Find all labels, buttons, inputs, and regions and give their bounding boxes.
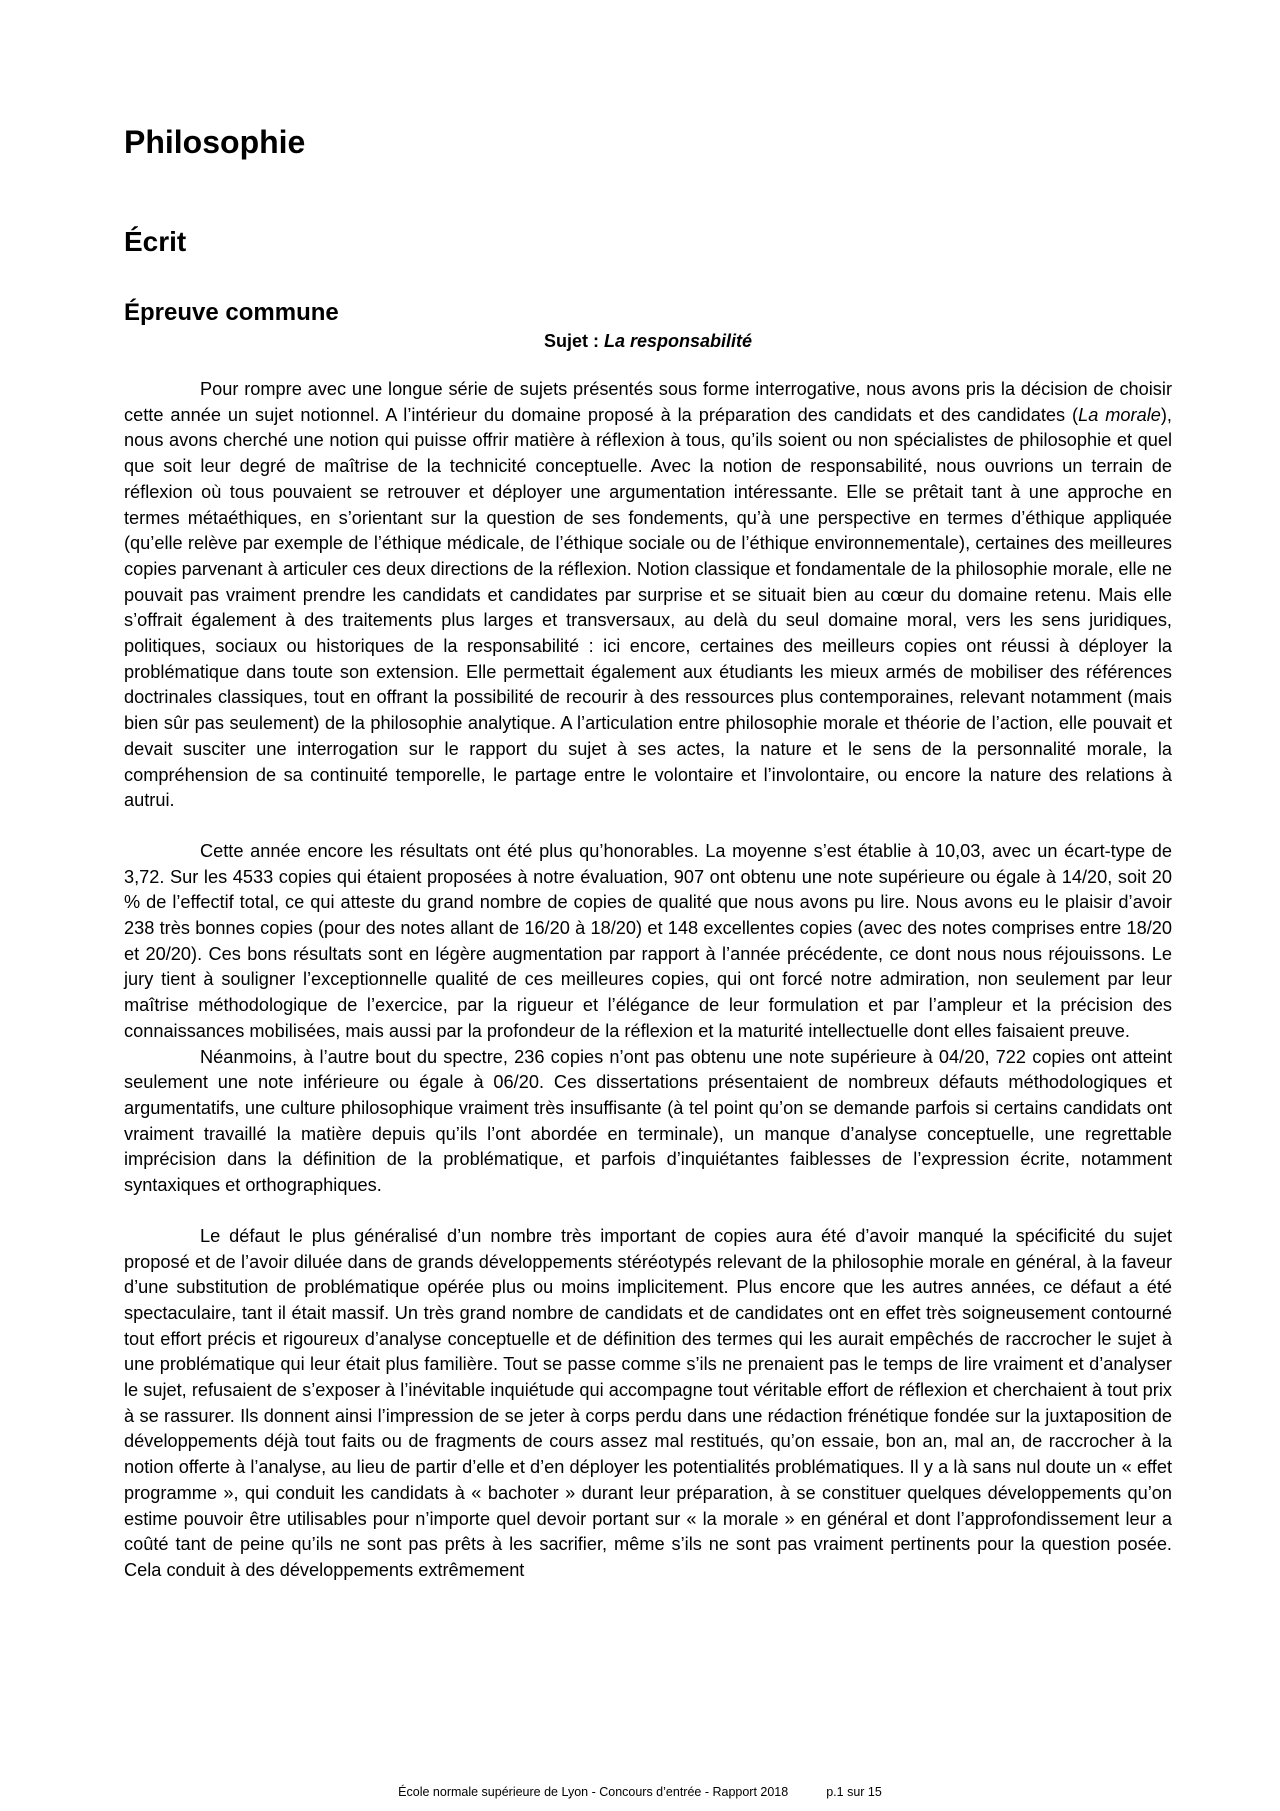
paragraph-main-defect: Le défaut le plus généralisé d’un nombre très important de copies aura été d’avoir manqué la spécificité du sujet proposé et de l’avoir diluée dans de grands développements stéréotypés relevant de la philosophie morale en général, à la faveur d’une substitution de problématique opérée plus ou moins implicitement. Plus encore que les autres années, ce défaut a été spectaculaire, tant il était massif. Un très grand nombre de candidats et de candidates ont en effet très soigneusement contourné tout effort précis et rigoureux d’analyse conceptuelle et de définition des termes qui les aurait empêchés de raccrocher le sujet à une problématique qui leur était plus familière. Tout se passe comme s’ils ne prenaient pas le temps de lire vraiment et d’analyser le sujet, refusaient de s’exposer à l’inévitable inquiétude qui accompagne tout véritable effort de réflexion et cherchaient à tout prix à se rassurer. Ils donnent ainsi l’impression de se jeter à corps perdu dans une rédaction frénétique fondée sur la juxtaposition de développements déjà tout faits ou de fragments de cours assez mal restitués, qu’on essaie, bon an, mal an, de raccrocher à la notion offerte à l’analyse, au lieu de partir d’elle et d’en déployer les potentialités problématiques. Il y a là sans nul doute un « effet programme », qui conduit les candidats à « bachoter » durant leur préparation, à se constituer quelques développements qu’on estime pouvoir être utilisables pour n’importe quel devoir portant sur « la morale » en général et dont l’approfondissement leur a coûté tant de peine qu’ils ne sont pas prêts à les sacrifier, même s’ils ne sont pas vraiment pertinents pour la question posée. Cela conduit à des développements extrêmement bbox=[124, 1225, 1172, 1580]
paragraph-weaknesses: Néanmoins, à l’autre bout du spectre, 236 copies n’ont pas obtenu une note supérieure à 04/20, 722 copies ont atteint seulement une note inférieure ou égale à 06/20. Ces dissertations présentaient de nombreux défauts méthodologiques et argumentatifs, une culture philosophique vraiment très insuffisante (à tel point qu’on se demande parfois si certains candidats ont vraiment travaillé la matière depuis qu’ils l’ont abordée en terminale), un manque d’analyse conceptuelle, une regrettable imprécision dans la définition de la problématique, et parfois d’inquiétantes faiblesses de l’expression écrite, notamment syntaxiques et orthographiques. bbox=[124, 1046, 1172, 1196]
domain-emphasis: La morale bbox=[1078, 404, 1161, 425]
subject-label: Sujet : bbox=[543, 331, 604, 351]
paragraph-intro-start: Pour rompre avec une longue série de sujets présentés sous forme interrogative, nous avons pris la décision de choisir cette année un sujet notionnel. A l’intérieur du domaine proposé à la préparation des candidats et des candidates ( bbox=[124, 379, 1172, 425]
subsection-heading: Épreuve commune bbox=[124, 299, 339, 326]
page-footer bbox=[0, 1784, 1280, 1800]
footer-text: École normale supérieure de Lyon - Concours d’entrée - Rapport 2018 bbox=[398, 1785, 789, 1799]
paragraph-intro-end: ), nous avons cherché une notion qui puisse offrir matière à réflexion à tous, qu’ils soient ou non spécialistes de philosophie et quel que soit leur degré de maîtrise de la technicité conceptuelle. Avec la notion de responsabilité, nous ouvrions un terrain de réflexion où tous pouvaient se retrouver et déployer une argumentation intéressante. Elle se prêtait tant à une approche en termes métaéthiques, en s’orientant sur la question de ses fondements, qu’à une perspective en termes d’éthique appliquée (qu’elle relève par exemple de l’éthique médicale, de l’éthique sociale ou de l’éthique environnementale), certaines des meilleures copies parvenant à articuler ces deux directions de la réflexion. Notion classique et fondamentale de la philosophie morale, elle ne pouvait pas vraiment prendre les candidats et candidates par surprise et se situait bien au cœur du domaine retenu. Mais elle s’offrait également à des traitements plus larges et transversaux, au delà du seul domaine moral, vers les sens juridiques, politiques, sociaux ou historiques de la responsabilité : ici encore, certaines des meilleurs copies ont réussi à déployer la problématique dans toute son extension. Elle permettait également aux étudiants les mieux armés de mobiliser des références doctrinales classiques, tout en offrant la possibilité de recourir à des ressources plus contemporaines, relevant notamment (mais bien sûr pas seulement) de la philosophie analytique. A l’articulation entre philosophie morale et théorie de l’action, elle pouvait et devait susciter une interrogation sur le rapport du sujet à ses actes, la nature et le sens de la personnalité morale, la compréhension de sa continuité temporelle, le partage entre le volontaire et l’involontaire, ou encore la nature des relations à autrui. bbox=[124, 404, 1172, 811]
paragraph-results: Cette année encore les résultats ont été plus qu’honorables. La moyenne s’est établie à 10,03, avec un écart-type de 3,72. Sur les 4533 copies qui étaient proposées à notre évaluation, 907 ont obtenu une note supérieure ou égale à 14/20, soit 20 % de l’effectif total, ce qui atteste du grand nombre de copies de qualité que nous avons pu lire. Nous avons eu le plaisir d’avoir 238 très bonnes copies (pour des notes allant de 16/20 à 18/20) et 148 excellentes copies (avec des notes comprises entre 18/20 et 20/20). Ces bons résultats sont en légère augmentation par rapport à l’année précédente, ce dont nous nous réjouissons. Le jury tient à souligner l’exceptionnelle qualité de ces meilleures copies, qui ont forcé notre admiration, non seulement par leur maîtrise méthodologique de l’exercice, par la rigueur et l’élégance de leur formulation et par l’ampleur et la précision des connaissances mobilisées, mais aussi par la profondeur de la réflexion et la maturité intellectuelle dont elles faisaient preuve. bbox=[124, 840, 1172, 1041]
paragraph-intro bbox=[124, 377, 1172, 814]
page-number: p.1 sur 15 bbox=[826, 1785, 882, 1799]
subject-line bbox=[124, 328, 1172, 354]
subject-title: La responsabilité bbox=[603, 331, 753, 351]
page-title: Philosophie bbox=[124, 124, 306, 160]
section-heading: Écrit bbox=[124, 226, 187, 257]
report-body bbox=[124, 377, 1172, 1584]
